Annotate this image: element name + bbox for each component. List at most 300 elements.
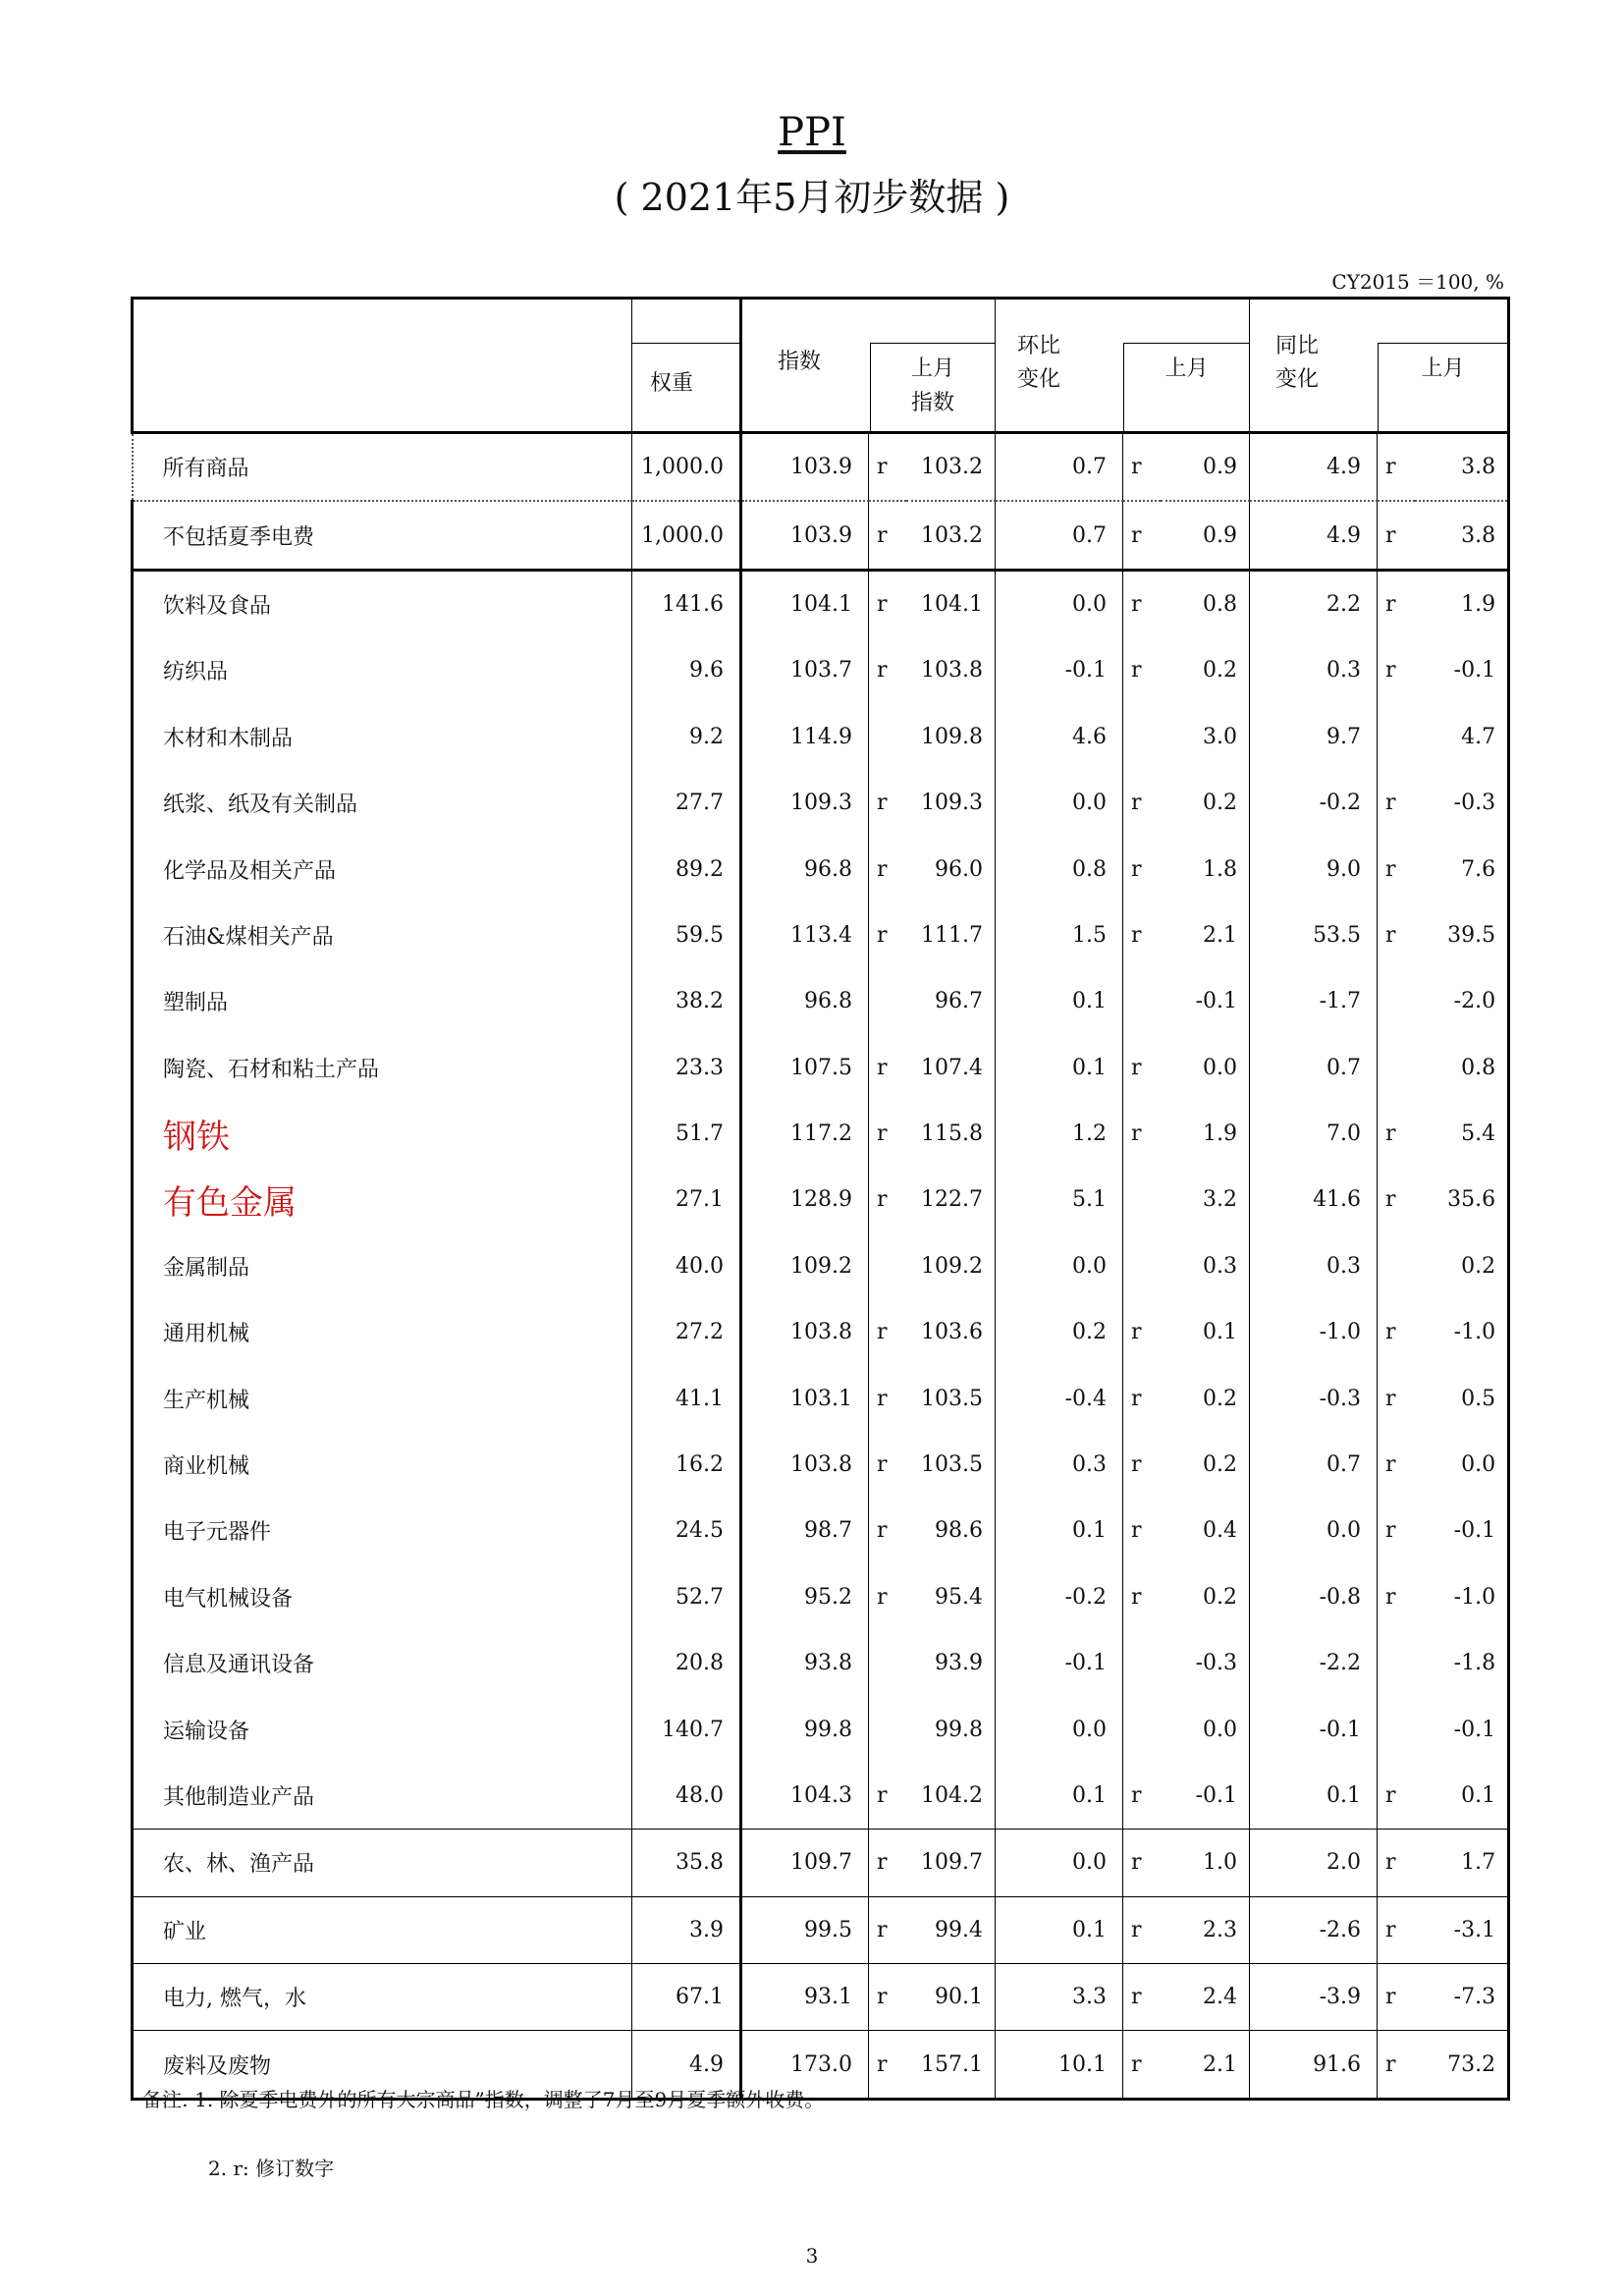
ppi-table [131,297,1510,2101]
row-mom: 0.2 [996,1299,1123,1365]
row-index-prev: 122.7 [921,1187,984,1213]
row-mom: 0.0 [996,570,1123,637]
row-mom: 5.1 [996,1167,1123,1232]
row-weight: 23.3 [632,1035,741,1101]
row-revised-mark: r [869,1299,906,1365]
row-index: 104.3 [741,1763,869,1830]
row-revised-mark [1378,1233,1415,1299]
row-yoy-prev: 39.5 [1415,902,1509,968]
table-row [133,501,1509,570]
row-name: 其他制造业产品 [133,1763,632,1830]
row-mom: 0.1 [996,1498,1123,1563]
row-mom: 0.1 [996,968,1123,1034]
row-name: 矿业 [133,1896,632,1963]
row-index: 93.1 [741,1963,869,2030]
row-weight: 4.9 [632,2031,741,2099]
row-index-prev: 111.7 [921,922,984,948]
row-revised-mark: r [1378,1830,1415,1896]
row-revised-mark [1123,1696,1161,1762]
row-mom-prev: 3.2 [1203,1187,1238,1213]
row-mom: 4.6 [996,704,1123,770]
row-mom-prev: 0.3 [1203,1253,1238,1279]
table-row [133,770,1509,836]
row-revised-mark: r [869,501,906,570]
row-mom: -0.1 [996,1630,1123,1696]
row-revised-mark [1378,704,1415,770]
table-row [133,637,1509,703]
row-yoy: -3.9 [1250,1963,1378,2030]
row-name: 石油&煤相关产品 [133,902,632,968]
row-revised-mark: r [869,836,906,902]
row-weight: 1,000.0 [632,501,741,570]
row-index: 99.5 [741,1896,869,1963]
row-mom: 0.1 [996,1763,1123,1830]
row-index: 117.2 [741,1101,869,1167]
header-weight: 权重 [650,371,694,396]
row-yoy-prev: -2.0 [1415,968,1509,1034]
row-yoy: 0.7 [1250,1432,1378,1498]
row-revised-mark: r [1378,1564,1415,1630]
row-yoy: 4.9 [1250,433,1378,502]
row-mom-prev: 0.1 [1203,1320,1238,1345]
row-weight: 16.2 [632,1432,741,1498]
table-row [133,1101,1509,1167]
row-mom: 1.2 [996,1101,1123,1167]
row-revised-mark [869,1696,906,1762]
row-yoy-prev: 0.8 [1415,1035,1509,1101]
row-revised-mark: r [869,1830,906,1896]
table-row [133,836,1509,902]
row-weight: 51.7 [632,1101,741,1167]
row-name: 所有商品 [133,433,632,502]
row-mom-prev: 2.3 [1161,1896,1250,1963]
row-mom: 0.7 [996,501,1123,570]
row-revised-mark: r [1378,836,1415,902]
row-revised-mark [869,1233,906,1299]
row-revised-mark: r [1378,1365,1415,1431]
row-yoy-prev: -1.0 [1415,1299,1509,1365]
row-revised-mark [1378,968,1415,1034]
row-mom: 0.1 [996,1035,1123,1101]
row-revised-mark: r [869,1896,906,1963]
row-revised-mark [1378,1630,1415,1696]
row-mom-prev: 1.9 [1203,1121,1238,1147]
page-subtitle: ( 2021年5月初步数据 ) [614,176,1010,219]
row-mom-prev: 0.2 [1203,658,1238,683]
header-index: 指数 [778,350,822,374]
row-index: 99.8 [741,1696,869,1762]
table-row [133,1299,1509,1365]
row-revised-mark: r [1123,2031,1161,2099]
row-yoy-prev: 35.6 [1415,1167,1509,1232]
row-revised-mark: r [1123,1365,1161,1431]
table-row [133,968,1509,1034]
row-revised-mark [1123,704,1161,770]
row-revised-mark: r [869,1498,906,1563]
row-yoy: -1.0 [1250,1299,1378,1365]
row-revised-mark: r [869,1035,906,1101]
row-revised-mark [1123,968,1161,1034]
row-name: 陶瓷、石材和粘土产品 [133,1035,632,1101]
row-mom: -0.1 [996,637,1123,703]
row-revised-mark: r [1378,2031,1415,2099]
row-revised-mark: r [869,1167,906,1232]
row-mom: 1.5 [996,902,1123,968]
row-yoy-prev: 3.8 [1415,501,1509,570]
table-row [133,1035,1509,1101]
row-mom: 0.0 [996,1696,1123,1762]
table-row [133,1763,1509,1830]
table-row [133,1830,1509,1896]
row-mom: 10.1 [996,2031,1123,2099]
row-revised-mark: r [1123,433,1161,502]
row-revised-mark: r [869,902,906,968]
row-index: 109.2 [741,1233,869,1299]
row-mom: 0.0 [996,1830,1123,1896]
row-yoy-prev: 0.5 [1415,1365,1509,1431]
row-revised-mark: r [869,1101,906,1167]
header-mom-l1: 环比 [1017,334,1061,358]
row-mom-prev: -0.3 [1195,1651,1238,1676]
row-index: 103.9 [741,433,869,502]
row-revised-mark: r [869,1763,906,1830]
row-weight: 35.8 [632,1830,741,1896]
row-yoy-prev: -0.1 [1415,637,1509,703]
row-index: 93.8 [741,1630,869,1696]
row-mom: 0.7 [996,433,1123,502]
row-index-prev: 103.8 [921,658,984,683]
row-weight: 41.1 [632,1365,741,1431]
table-row [133,1564,1509,1630]
row-revised-mark [1123,1167,1161,1232]
row-index-prev: 95.4 [935,1584,984,1610]
row-yoy: 91.6 [1250,2031,1378,2099]
row-index-prev: 104.2 [906,1763,996,1830]
row-index: 113.4 [741,902,869,968]
table-row [133,704,1509,770]
row-index: 103.8 [741,1432,869,1498]
table-row [133,1963,1509,2030]
row-yoy-prev: 3.8 [1415,433,1509,502]
row-mom: 0.1 [996,1896,1123,1963]
row-yoy-prev: 1.7 [1415,1830,1509,1896]
row-mom-prev: 0.2 [1203,1452,1238,1478]
row-mom: 0.0 [996,1233,1123,1299]
page-number: 3 [805,2244,819,2268]
row-revised-mark: r [1378,1167,1415,1232]
row-name: 生产机械 [133,1365,632,1431]
row-index: 103.1 [741,1365,869,1431]
row-index: 114.9 [741,704,869,770]
row-index-prev: 90.1 [906,1963,996,2030]
row-weight: 67.1 [632,1963,741,2030]
row-index: 103.9 [741,501,869,570]
row-index-prev: 103.2 [906,501,996,570]
row-mom-prev: 0.0 [1203,1717,1238,1742]
row-index-prev: 109.8 [921,724,984,749]
row-mom-prev: 3.0 [1203,724,1238,749]
row-mom-prev: -0.1 [1195,989,1238,1014]
row-revised-mark: r [1123,1101,1161,1167]
row-revised-mark: r [1123,1035,1161,1101]
row-weight: 9.6 [632,637,741,703]
row-mom-prev: 0.4 [1203,1518,1238,1544]
row-mom-prev: 0.0 [1203,1055,1238,1080]
header-index-prev-l2: 指数 [911,391,955,415]
row-name: 有色金属 [133,1167,632,1232]
row-yoy: -0.8 [1250,1564,1378,1630]
row-index: 107.5 [741,1035,869,1101]
row-index: 103.7 [741,637,869,703]
row-name: 饮料及食品 [133,570,632,637]
row-mom: 0.8 [996,836,1123,902]
table-row [133,1696,1509,1762]
row-revised-mark: r [869,770,906,836]
row-revised-mark: r [1123,902,1161,968]
row-mom-prev: 0.9 [1161,433,1250,502]
row-name: 商业机械 [133,1432,632,1498]
row-revised-mark: r [1123,1498,1161,1563]
table-row [133,433,1509,502]
row-revised-mark: r [1123,570,1161,637]
table-row [133,1896,1509,1963]
row-mom: -0.2 [996,1564,1123,1630]
header-mom-l2: 变化 [1017,367,1061,392]
row-name: 纺织品 [133,637,632,703]
row-revised-mark [869,1630,906,1696]
row-revised-mark: r [869,2031,906,2099]
row-yoy-prev: 7.6 [1415,836,1509,902]
row-yoy-prev: 4.7 [1415,704,1509,770]
row-revised-mark: r [1378,570,1415,637]
row-weight: 27.2 [632,1299,741,1365]
row-index-prev: 107.4 [921,1055,984,1080]
footnote-2: 2. r: 修订数字 [208,2157,335,2180]
row-weight: 3.9 [632,1896,741,1963]
row-name: 电力, 燃气，水 [133,1963,632,2030]
row-mom-prev: 0.8 [1203,591,1238,617]
row-yoy-prev: -0.3 [1415,770,1509,836]
row-index-prev: 99.8 [935,1717,984,1742]
row-yoy-prev: 73.2 [1415,2031,1509,2099]
row-index: 109.7 [741,1830,869,1896]
table-header-row [133,299,1509,433]
row-weight: 24.5 [632,1498,741,1563]
row-yoy: 9.0 [1250,836,1378,902]
row-revised-mark: r [1123,1830,1161,1896]
row-yoy-prev: -7.3 [1415,1963,1509,2030]
row-yoy-prev: 0.2 [1415,1233,1509,1299]
row-yoy-prev: 1.9 [1415,570,1509,637]
row-revised-mark: r [869,637,906,703]
row-name: 废料及废物 [133,2031,632,2099]
row-index-prev: 157.1 [906,2031,996,2099]
table-row [133,1498,1509,1563]
row-name: 电子元器件 [133,1498,632,1563]
row-revised-mark: r [869,1432,906,1498]
row-yoy-prev: 0.1 [1415,1763,1509,1830]
row-index: 109.3 [741,770,869,836]
row-weight: 1,000.0 [632,433,741,502]
row-weight: 141.6 [632,570,741,637]
page-title: PPI [778,110,846,155]
row-yoy: -2.6 [1250,1896,1378,1963]
row-index-prev: 103.2 [906,433,996,502]
row-yoy-prev: -0.1 [1415,1696,1509,1762]
row-revised-mark: r [1123,1564,1161,1630]
row-revised-mark: r [869,1963,906,2030]
table-row [133,1167,1509,1232]
row-yoy: -1.7 [1250,968,1378,1034]
row-index-prev: 104.1 [921,591,984,617]
table-row [133,1630,1509,1696]
row-name: 通用机械 [133,1299,632,1365]
row-name: 不包括夏季电费 [133,501,632,570]
row-weight: 9.2 [632,704,741,770]
row-revised-mark: r [1378,1763,1415,1830]
row-index-prev: 103.5 [921,1452,984,1478]
row-mom-prev: 2.1 [1161,2031,1250,2099]
row-revised-mark: r [1123,770,1161,836]
unit-note: CY2015 ＝100, % [1331,270,1504,294]
row-name: 钢铁 [133,1101,632,1167]
row-yoy: 41.6 [1250,1167,1378,1232]
row-index-prev: 109.3 [921,791,984,816]
row-revised-mark: r [1378,1299,1415,1365]
row-weight: 40.0 [632,1233,741,1299]
header-mom-prev: 上月 [1164,356,1209,381]
row-name: 信息及通讯设备 [133,1630,632,1696]
row-yoy-prev: -1.0 [1415,1564,1509,1630]
row-revised-mark: r [1378,1101,1415,1167]
row-name: 木材和木制品 [133,704,632,770]
row-weight: 27.7 [632,770,741,836]
row-revised-mark: r [1123,836,1161,902]
row-revised-mark: r [1378,1896,1415,1963]
header-index-prev-l1: 上月 [911,356,955,381]
row-name: 金属制品 [133,1233,632,1299]
row-revised-mark: r [1123,501,1161,570]
row-name: 塑制品 [133,968,632,1034]
row-yoy: -0.2 [1250,770,1378,836]
row-revised-mark [869,704,906,770]
row-revised-mark: r [1123,1763,1161,1830]
row-index-prev: 109.2 [921,1253,984,1279]
row-index-prev: 115.8 [921,1121,984,1147]
row-yoy: 9.7 [1250,704,1378,770]
row-name: 运输设备 [133,1696,632,1762]
row-weight: 52.7 [632,1564,741,1630]
row-name: 纸浆、纸及有关制品 [133,770,632,836]
row-mom-prev: -0.1 [1161,1763,1250,1830]
row-yoy: 0.3 [1250,637,1378,703]
row-yoy: 2.2 [1250,570,1378,637]
row-revised-mark [1378,1035,1415,1101]
row-index-prev: 103.6 [921,1320,984,1345]
header-yoy-l2: 变化 [1275,367,1320,392]
row-revised-mark: r [1378,1432,1415,1498]
row-index-prev: 103.5 [921,1386,984,1411]
row-name: 化学品及相关产品 [133,836,632,902]
row-mom-prev: 1.0 [1161,1830,1250,1896]
row-revised-mark [1123,1630,1161,1696]
row-index: 96.8 [741,836,869,902]
row-revised-mark: r [1123,1299,1161,1365]
row-yoy: 4.9 [1250,501,1378,570]
row-index-prev: 93.9 [935,1651,984,1676]
row-yoy-prev: -1.8 [1415,1630,1509,1696]
row-weight: 27.1 [632,1167,741,1232]
row-index: 104.1 [741,570,869,637]
row-weight: 59.5 [632,902,741,968]
row-index-prev: 96.0 [935,856,984,882]
row-revised-mark [1123,1233,1161,1299]
row-revised-mark: r [1378,433,1415,502]
row-yoy: -0.3 [1250,1365,1378,1431]
row-revised-mark: r [1378,902,1415,968]
row-revised-mark: r [1378,501,1415,570]
row-yoy: 7.0 [1250,1101,1378,1167]
row-yoy: 0.7 [1250,1035,1378,1101]
row-index-prev: 98.6 [935,1518,984,1544]
row-yoy-prev: 5.4 [1415,1101,1509,1167]
table-row [133,570,1509,637]
row-mom: -0.4 [996,1365,1123,1431]
row-yoy: 53.5 [1250,902,1378,968]
row-mom-prev: 2.1 [1203,922,1238,948]
row-mom-prev: 1.8 [1203,856,1238,882]
row-index: 103.8 [741,1299,869,1365]
row-mom-prev: 0.9 [1161,501,1250,570]
table-row [133,1233,1509,1299]
row-index-prev: 96.7 [935,989,984,1014]
row-mom: 3.3 [996,1963,1123,2030]
row-yoy: 0.0 [1250,1498,1378,1563]
row-mom-prev: 2.4 [1161,1963,1250,2030]
row-revised-mark: r [869,1365,906,1431]
row-yoy: 0.3 [1250,1233,1378,1299]
row-weight: 140.7 [632,1696,741,1762]
footnote-1: 备注: 1. 除夏季电费外的所有大宗商品”指数，调整了7月至9月夏季额外收费。 [142,2088,825,2111]
row-name: 农、林、渔产品 [133,1830,632,1896]
row-revised-mark: r [1378,1963,1415,2030]
row-mom: 0.3 [996,1432,1123,1498]
row-weight: 20.8 [632,1630,741,1696]
row-name: 电气机械设备 [133,1564,632,1630]
row-yoy: 0.1 [1250,1763,1378,1830]
row-revised-mark: r [1378,637,1415,703]
row-index: 128.9 [741,1167,869,1232]
row-yoy: -2.2 [1250,1630,1378,1696]
row-yoy: 2.0 [1250,1830,1378,1896]
row-yoy-prev: 0.0 [1415,1432,1509,1498]
row-mom-prev: 0.2 [1203,1584,1238,1610]
row-revised-mark: r [869,1564,906,1630]
row-index: 95.2 [741,1564,869,1630]
row-mom-prev: 0.2 [1203,791,1238,816]
row-index: 173.0 [741,2031,869,2099]
row-revised-mark: r [1123,1896,1161,1963]
table-row [133,1432,1509,1498]
row-index: 98.7 [741,1498,869,1563]
row-revised-mark: r [1123,1432,1161,1498]
table-row [133,902,1509,968]
table-row [133,1365,1509,1431]
row-revised-mark: r [1123,1963,1161,2030]
row-index-prev: 99.4 [906,1896,996,1963]
row-yoy-prev: -3.1 [1415,1896,1509,1963]
row-index: 96.8 [741,968,869,1034]
